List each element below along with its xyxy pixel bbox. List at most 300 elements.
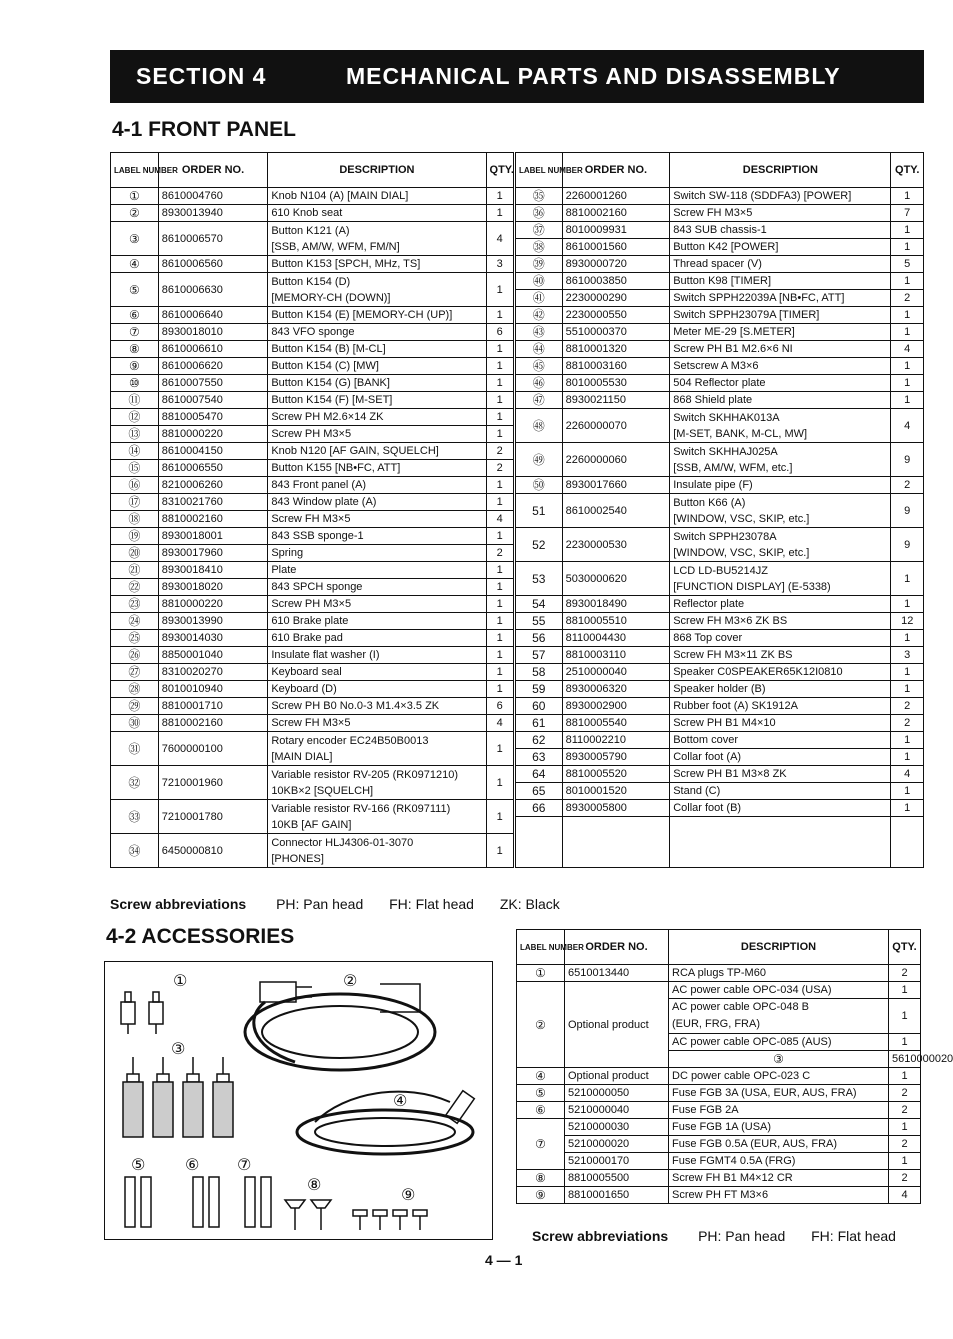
qty: 2 (889, 1170, 921, 1187)
description-line: Knob N120 [AF GAIN, SQUELCH] (271, 445, 439, 457)
description (670, 392, 891, 409)
table-row (111, 613, 924, 630)
order-no: 8610004760 (158, 188, 268, 205)
label-number: ㊸ (514, 324, 562, 341)
qty: 1 (486, 732, 514, 766)
qty: 1 (486, 800, 514, 834)
order-no: 8850001040 (158, 647, 268, 664)
table-row (517, 1085, 921, 1102)
flat-head-screw-icon (285, 1200, 331, 1230)
description (670, 307, 891, 324)
label-number: ⑨ (517, 1187, 565, 1204)
table-row (111, 630, 924, 647)
description (670, 630, 891, 647)
empty-cell (514, 817, 562, 868)
description-line: [MEMORY-CH (DOWN)] (271, 291, 391, 304)
description (268, 579, 486, 596)
qty: 1 (891, 324, 924, 341)
order-no: 8930013940 (158, 205, 268, 222)
description (268, 273, 486, 307)
qty: 6 (486, 698, 514, 715)
label-number: ⑤ (111, 273, 159, 307)
qty: 1 (486, 664, 514, 681)
description-line: [MAIN DIAL] (271, 750, 333, 763)
order-no: 8610006570 (158, 222, 268, 256)
label-number: 58 (514, 664, 562, 681)
table-row (111, 494, 924, 511)
description-line: Stand (C) (673, 785, 721, 797)
qty: 5 (891, 256, 924, 273)
description-line: Screw FH M3×5 (673, 207, 753, 219)
description-line: Button K42 [POWER] (673, 241, 779, 253)
label-number: ④ (517, 1068, 565, 1085)
qty: 9 (891, 494, 924, 528)
qty: 1 (486, 188, 514, 205)
description (268, 205, 486, 222)
order-no: 5510000370 (562, 324, 670, 341)
accessories-parts-table (516, 929, 953, 1204)
description-line: AC power cable OPC-048 B (672, 1001, 809, 1013)
description (670, 273, 891, 290)
qty: 1 (891, 358, 924, 375)
qty: 1 (891, 783, 924, 800)
description-line: Thread spacer (V) (673, 258, 762, 270)
description-line: 868 Top cover (673, 632, 743, 644)
label-number: ㊾ (514, 443, 562, 477)
qty: 1 (891, 681, 924, 698)
label-number: ⑨ (111, 358, 159, 375)
table-row (517, 1187, 921, 1204)
description (268, 443, 486, 460)
table-header (111, 153, 924, 188)
front-panel-parts-table (110, 152, 924, 868)
description-line: Rubber foot (A) SK1912A (673, 700, 798, 712)
order-no: 8930014030 (158, 630, 268, 647)
description (670, 562, 891, 596)
description-line: 843 VFO sponge (271, 326, 355, 338)
screw-note-ph: PH: Pan head (698, 1228, 786, 1244)
label-number: ㉛ (111, 732, 159, 766)
label-number: ① (517, 965, 565, 982)
label-number: ㊿ (514, 477, 562, 494)
qty: 1 (891, 307, 924, 324)
description: Screw FH B1 M4×12 CR (669, 1170, 889, 1187)
table-row (111, 766, 924, 783)
table-row (111, 307, 924, 324)
description-line: Speaker holder (B) (673, 683, 766, 695)
description (670, 188, 891, 205)
qty: 4 (486, 715, 514, 732)
order-no: 8310020270 (158, 664, 268, 681)
description (670, 715, 891, 732)
label-number: ㉗ (111, 664, 159, 681)
description-line: Screw PH B0 No.0-3 M1.4×3.5 ZK (271, 700, 440, 712)
description-line: Switch SW-118 (SDDFA3) [POWER] (673, 190, 852, 202)
order-no: 8810001710 (158, 698, 268, 715)
description (268, 630, 486, 647)
description (268, 528, 486, 545)
order-no: 8930021150 (562, 392, 670, 409)
order-no: 8930005800 (562, 800, 670, 817)
dc-power-cable-icon (297, 1091, 474, 1154)
description (268, 698, 486, 715)
qty: 1 (891, 562, 924, 596)
order-no: 2510000040 (562, 664, 670, 681)
order-no: 8810005520 (562, 766, 670, 783)
description: Fuse FGB 2A (669, 1102, 889, 1119)
description-line: 610 Brake pad (271, 632, 343, 644)
description-line: 843 Front panel (A) (271, 479, 367, 491)
order-no: 5610000020 (889, 1051, 921, 1068)
order-no: 8810000220 (158, 426, 268, 443)
header-qty: QTY. (889, 930, 921, 965)
description (670, 375, 891, 392)
description (268, 732, 486, 766)
order-no: 5210000040 (565, 1102, 669, 1119)
screw-note-ph: PH: Pan head (276, 896, 364, 912)
pin-plug-icon (123, 1057, 233, 1137)
order-no: 8930018410 (158, 562, 268, 579)
label-number: 55 (514, 613, 562, 630)
description-line: Button K98 [TIMER] (673, 275, 772, 287)
order-no: 8610006610 (158, 341, 268, 358)
label-number: 52 (514, 528, 562, 562)
description (670, 494, 891, 528)
description-line: Reflector plate (673, 598, 745, 610)
description (670, 749, 891, 766)
label-number: ㉓ (111, 596, 159, 613)
table-row (111, 409, 924, 426)
description-line: Button K154 (C) [MW] (271, 360, 379, 372)
description (268, 494, 486, 511)
table-row (111, 443, 924, 460)
header-description: DESCRIPTION (670, 153, 891, 188)
figure-label-6: ⑥ (185, 1155, 200, 1174)
qty: 1 (891, 664, 924, 681)
label-number: ㊱ (514, 205, 562, 222)
description (670, 443, 891, 477)
qty: 1 (889, 982, 921, 999)
label-number: 59 (514, 681, 562, 698)
order-no: 8930013990 (158, 613, 268, 630)
qty: 9 (891, 528, 924, 562)
order-no: 5030000620 (562, 562, 670, 596)
qty: 1 (889, 1119, 921, 1136)
description-line: [WINDOW, VSC, SKIP, etc.] (673, 546, 810, 559)
label-number: ① (111, 188, 159, 205)
label-number: ㉝ (111, 800, 159, 834)
order-no: 7210001780 (158, 800, 268, 834)
table-row (517, 982, 921, 999)
description (268, 358, 486, 375)
description-line: [M-SET, BANK, M-CL, MW] (673, 427, 808, 440)
label-number: 63 (514, 749, 562, 766)
description-line: Button K155 [NB•FC, ATT] (271, 462, 401, 474)
description-line: Variable resistor RV-205 (RK0971210) (271, 768, 459, 781)
label-number: 57 (514, 647, 562, 664)
order-no: 7600000100 (158, 732, 268, 766)
description: Screw PH FT M3×6 (669, 1187, 889, 1204)
label-number: ⑰ (111, 494, 159, 511)
qty: 1 (486, 766, 514, 800)
description (268, 800, 486, 834)
table-row (111, 596, 924, 613)
table-row (111, 188, 924, 205)
description (670, 613, 891, 630)
description (268, 681, 486, 698)
qty: 1 (486, 834, 514, 868)
description-line: Bottom cover (673, 734, 739, 746)
order-no: 5210000170 (565, 1153, 669, 1170)
qty: 6 (486, 324, 514, 341)
qty: 1 (486, 375, 514, 392)
qty: 1 (486, 630, 514, 647)
description-line: Screw PH M3×5 (271, 598, 352, 610)
label-number: ⑭ (111, 443, 159, 460)
table-row (517, 1068, 921, 1085)
label-number: ⑮ (111, 460, 159, 477)
qty: 1 (889, 1068, 921, 1085)
description-line: Switch SKHHAJ025A (673, 445, 778, 458)
description-line: Insulate pipe (F) (673, 479, 753, 491)
label-number: ② (517, 982, 565, 1068)
description (669, 999, 889, 1034)
qty: 7 (891, 205, 924, 222)
description-line: 10KB×2 [SQUELCH] (271, 784, 374, 797)
description (268, 511, 486, 528)
description: DC power cable OPC-023 C (669, 1068, 889, 1085)
qty: 1 (891, 375, 924, 392)
qty: 2 (486, 460, 514, 477)
description (670, 596, 891, 613)
order-no: 5210000020 (565, 1136, 669, 1153)
order-no: 7210001960 (158, 766, 268, 800)
label-number: 65 (514, 783, 562, 800)
description (670, 664, 891, 681)
table-row (517, 965, 921, 982)
label-number: ⑯ (111, 477, 159, 494)
description-line: Keyboard (D) (271, 683, 337, 695)
label-number: ㉜ (111, 766, 159, 800)
screw-note-fh: FH: Flat head (811, 1228, 896, 1244)
section-title: MECHANICAL PARTS AND DISASSEMBLY (346, 63, 841, 89)
description (268, 834, 486, 868)
qty: 1 (486, 494, 514, 511)
qty: 2 (891, 698, 924, 715)
order-no: 8010001520 (562, 783, 670, 800)
qty: 2 (889, 1085, 921, 1102)
screw-note-title: Screw abbreviations (110, 896, 247, 912)
order-no: 8810002160 (562, 205, 670, 222)
order-no: 8930000720 (562, 256, 670, 273)
label-number: ③ (669, 1051, 889, 1068)
label-number: ⑥ (111, 307, 159, 324)
qty: 1 (486, 205, 514, 222)
description-line: Screw PH M2.6×14 ZK (271, 411, 384, 423)
order-no: 8610003850 (562, 273, 670, 290)
description-line: Speaker C0SPEAKER65K12I0810 (673, 666, 843, 678)
description-line: Button K66 (A) (673, 496, 746, 509)
description: Fuse FGMT4 0.5A (FRG) (669, 1153, 889, 1170)
order-no: 8810003110 (562, 647, 670, 664)
description-line: Button K154 (F) [M-SET] (271, 394, 393, 406)
description (670, 409, 891, 443)
description-line: 843 SUB chassis-1 (673, 224, 767, 236)
description: Fuse FGB 0.5A (EUR, AUS, FRA) (669, 1136, 889, 1153)
label-number: 61 (514, 715, 562, 732)
label-number: ㊺ (514, 358, 562, 375)
order-no: 8610006560 (158, 256, 268, 273)
description-line: Setscrew A M3×6 (673, 360, 759, 372)
qty: 1 (889, 1153, 921, 1170)
qty: 1 (486, 647, 514, 664)
table-row (111, 647, 924, 664)
order-no: 2260001260 (562, 188, 670, 205)
description-line: 610 Knob seat (271, 207, 343, 219)
order-no: 8610006630 (158, 273, 268, 307)
description (268, 545, 486, 562)
order-no: 8810005470 (158, 409, 268, 426)
description-line: Screw FH M3×6 ZK BS (673, 615, 788, 627)
description-line: Button K154 (B) [M-CL] (271, 343, 386, 355)
description-line: 10KB [AF GAIN] (271, 818, 352, 831)
description (670, 766, 891, 783)
description (268, 222, 486, 256)
order-no: 8610006640 (158, 307, 268, 324)
qty: 1 (891, 732, 924, 749)
description-line: Knob N104 (A) [MAIN DIAL] (271, 190, 409, 202)
accessories-illustration (104, 961, 493, 1240)
table-header (517, 930, 921, 965)
qty: 1 (486, 426, 514, 443)
empty-cell (562, 817, 670, 868)
qty: 1 (486, 273, 514, 307)
qty: 1 (891, 596, 924, 613)
qty: 2 (889, 1136, 921, 1153)
label-number: ⑧ (111, 341, 159, 358)
label-number: 56 (514, 630, 562, 647)
label-number: ④ (111, 256, 159, 273)
description (268, 477, 486, 494)
figure-label-2: ② (343, 971, 358, 990)
table-row (111, 341, 924, 358)
order-no: 8930006320 (562, 681, 670, 698)
qty: 4 (891, 766, 924, 783)
description-line: Screw FH M3×5 (271, 513, 351, 525)
description-line: 843 SSB sponge-1 (271, 530, 364, 542)
front-panel-screw-note (110, 896, 582, 912)
description-line: Collar foot (A) (673, 751, 742, 763)
table-row (517, 1153, 921, 1170)
order-no: 8610002540 (562, 494, 670, 528)
description-line: Switch SKHHAK013A (673, 411, 780, 424)
figure-label-3: ③ (171, 1039, 186, 1058)
description (268, 307, 486, 324)
header-qty: QTY. (486, 153, 514, 188)
description-line: LCD LD-BU5214JZ (673, 564, 768, 577)
label-number: 62 (514, 732, 562, 749)
order-no: 2260000070 (562, 409, 670, 443)
description (670, 732, 891, 749)
accessories-drawing (105, 962, 492, 1239)
qty: 1 (486, 307, 514, 324)
label-number: ㉟ (514, 188, 562, 205)
description (670, 341, 891, 358)
description (670, 800, 891, 817)
figure-label-8: ⑧ (307, 1175, 322, 1194)
qty: 4 (889, 1187, 921, 1204)
qty: 1 (486, 681, 514, 698)
description (670, 528, 891, 562)
description-line: Collar foot (B) (673, 802, 742, 814)
order-no: 8110002210 (562, 732, 670, 749)
description-line: Insulate flat washer (I) (271, 649, 380, 661)
qty: 1 (486, 477, 514, 494)
qty: 12 (891, 613, 924, 630)
label-number: ㊽ (514, 409, 562, 443)
qty: 2 (891, 715, 924, 732)
description-line: Screw PH B1 M4×10 (673, 717, 776, 729)
table-row (111, 732, 924, 749)
order-no: 8610007540 (158, 392, 268, 409)
qty: 1 (891, 630, 924, 647)
qty: 4 (486, 511, 514, 528)
qty: 1 (891, 392, 924, 409)
description-line: Button K154 (E) [MEMORY-CH (UP)] (271, 309, 453, 321)
description-line: Rotary encoder EC24B50B0013 (271, 734, 429, 747)
label-number: ⑦ (111, 324, 159, 341)
label-number: ⑤ (517, 1085, 565, 1102)
label-number: ㉚ (111, 715, 159, 732)
description-line: 843 Window plate (A) (271, 496, 377, 508)
ac-power-cable-icon (245, 982, 435, 1070)
order-no: 8930018020 (158, 579, 268, 596)
description (268, 715, 486, 732)
order-no: 2230000550 (562, 307, 670, 324)
qty: 4 (891, 341, 924, 358)
description-line: 868 Shield plate (673, 394, 753, 406)
qty: 2 (486, 545, 514, 562)
order-no: Optional product (565, 1068, 669, 1085)
header-qty: QTY. (891, 153, 924, 188)
description-line: 504 Reflector plate (673, 377, 766, 389)
table-row (517, 1102, 921, 1119)
figure-label-5: ⑤ (131, 1155, 146, 1174)
qty: 1 (486, 579, 514, 596)
table-row (111, 256, 924, 273)
label-number: ⑧ (517, 1170, 565, 1187)
table-row (517, 1136, 921, 1153)
screw-note-fh: FH: Flat head (389, 896, 474, 912)
description (268, 409, 486, 426)
qty: 2 (889, 1102, 921, 1119)
description (670, 698, 891, 715)
description (670, 358, 891, 375)
label-number: ㊴ (514, 256, 562, 273)
label-number: ㊷ (514, 307, 562, 324)
description (268, 613, 486, 630)
header-description: DESCRIPTION (268, 153, 486, 188)
label-number: ㊶ (514, 290, 562, 307)
table-row (111, 698, 924, 715)
description: Fuse FGB 1A (USA) (669, 1119, 889, 1136)
label-number: ㊵ (514, 273, 562, 290)
label-number: ㊻ (514, 375, 562, 392)
order-no: 2230000530 (562, 528, 670, 562)
label-number: ㉔ (111, 613, 159, 630)
order-no: 5210000030 (565, 1119, 669, 1136)
header-label-number: LABEL NUMBER (517, 930, 565, 965)
